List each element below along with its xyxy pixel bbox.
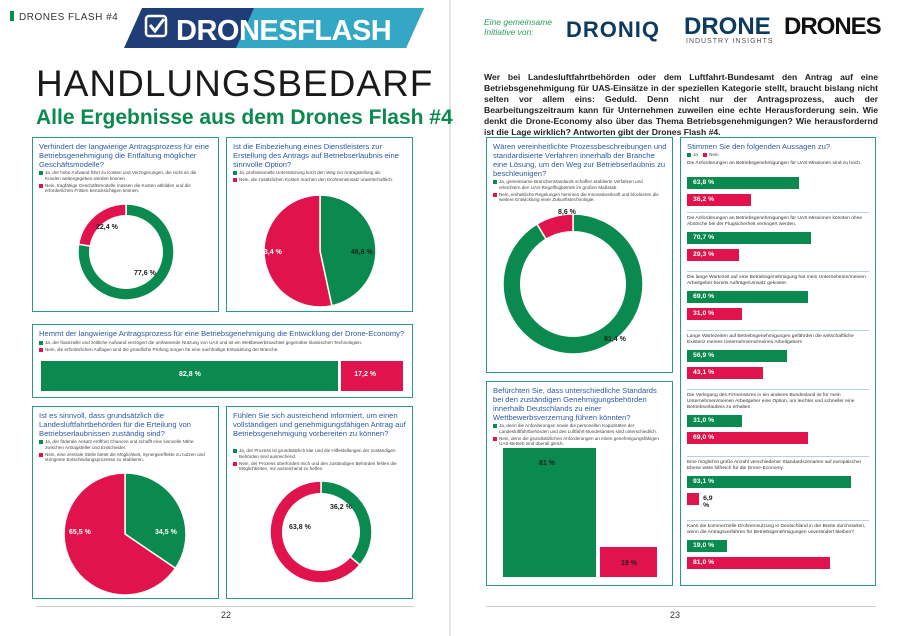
statement-bar-yes: 56,9 %	[687, 350, 787, 362]
statement-bar-no: 36,2 %	[687, 194, 751, 206]
card-legend: Ja, professionelle Unterstützung kürzt den Weg zur Antragstellung ab. Nein, die zusätzlichen Kosten machen den Drohneneinsatz unwirtschaftlich.	[233, 170, 405, 184]
statement-bar-no: 43,1 %	[687, 367, 763, 379]
card-legend: Ja, gemeinsame Branchenstandards schaffen etablierte Verfahren und erleichtern den UAS-Regelflugbetrieb im großen Maßstab. Nein, einheitliche Regelungen hemmen die Innovationskraft und blockieren die weitere Entwicklung einer Zukunftstechnologie.	[493, 179, 665, 204]
page-gutter	[449, 0, 451, 636]
label-no: 8,6 %	[558, 209, 576, 216]
card-title: Ist es sinnvoll, dass grundsätzlich die Landesluftfahrtbehörden für die Erteilung von Betriebserlaubnissen zuständig sind?	[39, 411, 191, 438]
statement-text: Die lange Wartezeit auf eine Betriebsgenehmigung hat mein Unternehmen/meinen Arbeitgeber bereits Aufträge/Umsatz gekostet.	[687, 275, 866, 286]
drone-industry-insights-logo: DRONE	[684, 13, 771, 40]
survey-card-q6	[486, 137, 673, 373]
card-title: Hemmt der langwierige Antragsprozess für eine Betriebsgenehmigung die Entwicklung der Drone-Economy?	[39, 329, 405, 338]
issue-label: DRONES FLASH #4	[10, 11, 118, 23]
statement-bar-yes: 70,7 %	[687, 232, 811, 244]
card-legend: Ja, denn die Anforderungen sowie die personellen Kapazitäten der Landesluftfahrtbehörden und des Luftfahrt-Bundesamtes sind unterschiedlich. Nein, denn die grundsätzlichen Anforderungen an einen genehmigungsfähigen UAS-Betrieb sind überall gleich.	[493, 423, 665, 448]
donut-chart-q5	[227, 407, 413, 599]
page-number-right: 23	[670, 610, 681, 620]
footer-rule-left	[36, 606, 414, 607]
statement-divider	[687, 271, 869, 272]
statement-bar-no: 6,9 %	[687, 493, 699, 505]
survey-card-q4	[32, 406, 219, 599]
survey-card-q2	[226, 137, 413, 312]
survey-card-q3	[32, 324, 413, 398]
statement-bar-no: 69,0 %	[687, 432, 808, 444]
droniq-logo: DRONIQ	[566, 17, 660, 42]
drones-flash-logo	[124, 6, 424, 50]
label-no: 17,2 %	[354, 371, 377, 378]
card-legend: Ja, der föderale Ansatz eröffnet Chancen und schafft eine sinnvolle Nähe zwischen Antragsteller und Entscheider. Nein, eine zentrale Stelle bietet die Möglichkeit, Synergieeffekte zu nutzen und stringente Entscheidungsprozesse zu etablieren.	[39, 439, 211, 464]
statement-text: Eine möglichst große Anzahl verschiedener Standardszenarien auf europäischer Ebene wäre hilfreich für die Drone-Economy.	[687, 460, 862, 471]
intro-paragraph: Wer bei Landesluftfahrtbehörden oder dem Luftfahrt-Bundesamt den Antrag auf eine Betriebsgenehmigung für UAS-Einsätze in der speziellen Kategorie stellt, braucht bislang nicht selten vor allem eins: Geduld. Denn nicht nur der Antragsprozess, auch der Bearbeitungszeitraum kann für Unternehmen zuweilen eine echte Herausforderung sein. Wie denkt die Drone-Economy also über das Thema Betriebsgenehmigungen? Wie herausfordernd ist die Lage wirklich? Antworten gibt der Drones Flash #4.	[484, 72, 878, 137]
statement-text: Lange Wartezeiten auf Betriebsgenehmigungen gefährden die wirtschaftliche Existenz meines Unternehmens/meines Arbeitgebers	[687, 334, 854, 345]
card-legend: Ja, der finanzielle und zeitliche Aufwand verzögert die umfassende Nutzung von UAS und ist ein Wettbewerbsnachteil gegenüber klassischen Technologien. Nein, die erforderlichen Auflagen sind die gründliche Prüfung sorgen für eine nachhaltige Entwicklung der Branche.	[39, 340, 407, 354]
statement-bar-yes: 19,0 %	[687, 540, 727, 552]
card-title: Fühlen Sie sich ausreichend informiert, um einen vollständigen und genehmigungsfähigen Antrag auf Betriebsgenehmigung vorbereiten zu können?	[233, 411, 406, 438]
card-title: Wären vereinheitlichte Prozessbeschreibungen und standardisierte Verfahren innerhalb der Branche eine Lösung, um den Weg zur Betriebserlaubnis zu beschleunigen?	[493, 142, 667, 178]
statement-text: Die Anforderungen an Betriebsgenehmigungen für UAS-Missionen könnten ohne Abstriche bei der Flugsicherheit verringert werden.	[687, 216, 863, 227]
statement-text: Die Verlegung des Firmensitzes in ein anderes Bundesland ist für mein Unternehmen/meinen Arbeitgeber eine Option, um leichter und schneller eine Betriebserlaubnis zu erhalten.	[687, 393, 855, 410]
statement-bar-yes: 69,0 %	[687, 291, 808, 303]
label-yes: 81 %	[539, 460, 555, 467]
drones-logo: DRONES	[784, 13, 881, 40]
footer-rule-right	[486, 606, 876, 607]
statement-divider	[687, 456, 869, 457]
statement-bar-no: 31,0 %	[687, 308, 742, 320]
statement-bar-yes: 31,0 %	[687, 415, 742, 427]
card-title: Befürchten Sie, dass unterschiedliche Standards bei den zuständigen Genehmigungsbehörden innerhalb Deutschlands zu einer Wettbewerbsverzerrung führen könnten?	[493, 386, 657, 422]
page-headline: HANDLUNGSBEDARF	[36, 63, 434, 104]
label-yes: 34,5 %	[155, 529, 177, 536]
card-legend: Ja, der Prozess ist grundsätzlich klar und die Hilfestellungen der zuständigen Behörden sind ausreichend. Nein, der Prozess überfordert mich und den zuständigen Behörden fehlen die Möglichkeiten, mir ausreichend zu helfen.	[233, 448, 405, 473]
statement-bar-no: 29,3 %	[687, 249, 739, 261]
label-yes: 91,4 %	[604, 336, 626, 343]
survey-card-q7	[486, 381, 673, 586]
card-legend: Ja Nein	[687, 152, 767, 159]
bar-yes	[503, 448, 596, 577]
survey-card-q8	[680, 137, 876, 586]
survey-card-q1	[32, 137, 219, 312]
bar-no	[341, 361, 403, 391]
label-no: 19 %	[621, 560, 637, 567]
label-no: 63,8 %	[289, 524, 311, 531]
statement-bar-no: 81,0 %	[687, 557, 830, 569]
label-yes: 77,6 %	[134, 270, 156, 277]
survey-card-q5	[226, 406, 413, 599]
pie-chart-q4	[33, 407, 219, 599]
statement-text: Die Anforderungen an Betriebsgenehmigungen für UAS-Missionen sind zu hoch.	[687, 161, 862, 166]
pie-chart-q2	[227, 138, 413, 312]
donut-chart-q6	[487, 138, 673, 373]
statement-text: Kann die kommerzielle Drohnennutzung in Deutschland in der Breite durchstarten, wenn die Antragsverfahren für Betriebsgenehmigungen unverändert bleiben?	[687, 524, 866, 535]
card-title: Ist die Einbeziehung eines Dienstleisters zur Erstellung des Antrags auf Betriebserlaubnis eine sinnvolle Option?	[233, 142, 399, 169]
card-title: Verhindert der langwierige Antragsprozess für eine Betriebsgenehmigung die Entfaltung möglicher Geschäftsmodelle?	[39, 142, 210, 169]
statement-bar-yes: 93,1 %	[687, 476, 851, 488]
logo-text: DRONESFLASH	[176, 15, 392, 47]
page-subheadline: Alle Ergebnisse aus dem Drones Flash #4	[36, 106, 453, 129]
drone-industry-insights-sub: INDUSTRY INSIGHTS	[686, 38, 774, 45]
card-legend: Ja, der hohe Aufwand führt zu Kosten und Verzögerungen, die nicht an die Kunden weitergegeben werden können. Nein, tragfähige Geschäftsmodelle müssen die Kosten abbilden und die erforderlichen Fristen berücksichtigen können.	[39, 170, 211, 195]
bar-yes	[41, 361, 338, 391]
label-no: 53,4 %	[260, 249, 282, 256]
label-yes: 46,6 %	[351, 249, 373, 256]
statement-divider	[687, 389, 869, 390]
label-yes: 82,8 %	[179, 371, 201, 378]
donut-chart-q1	[33, 138, 219, 312]
page-number-left: 22	[221, 610, 232, 620]
card-title: Stimmen Sie den folgenden Aussagen zu?	[687, 142, 831, 151]
tagline: Eine gemeinsame Initiative von:	[484, 17, 553, 37]
label-no: 22,4 %	[96, 224, 118, 231]
statement-divider	[687, 520, 869, 521]
statement-bar-yes: 63,8 %	[687, 177, 799, 189]
label-yes: 36,2 %	[330, 504, 352, 511]
donut-hole	[520, 231, 626, 337]
statement-divider	[687, 330, 869, 331]
statement-divider	[687, 212, 869, 213]
label-no: 65,5 %	[69, 529, 91, 536]
